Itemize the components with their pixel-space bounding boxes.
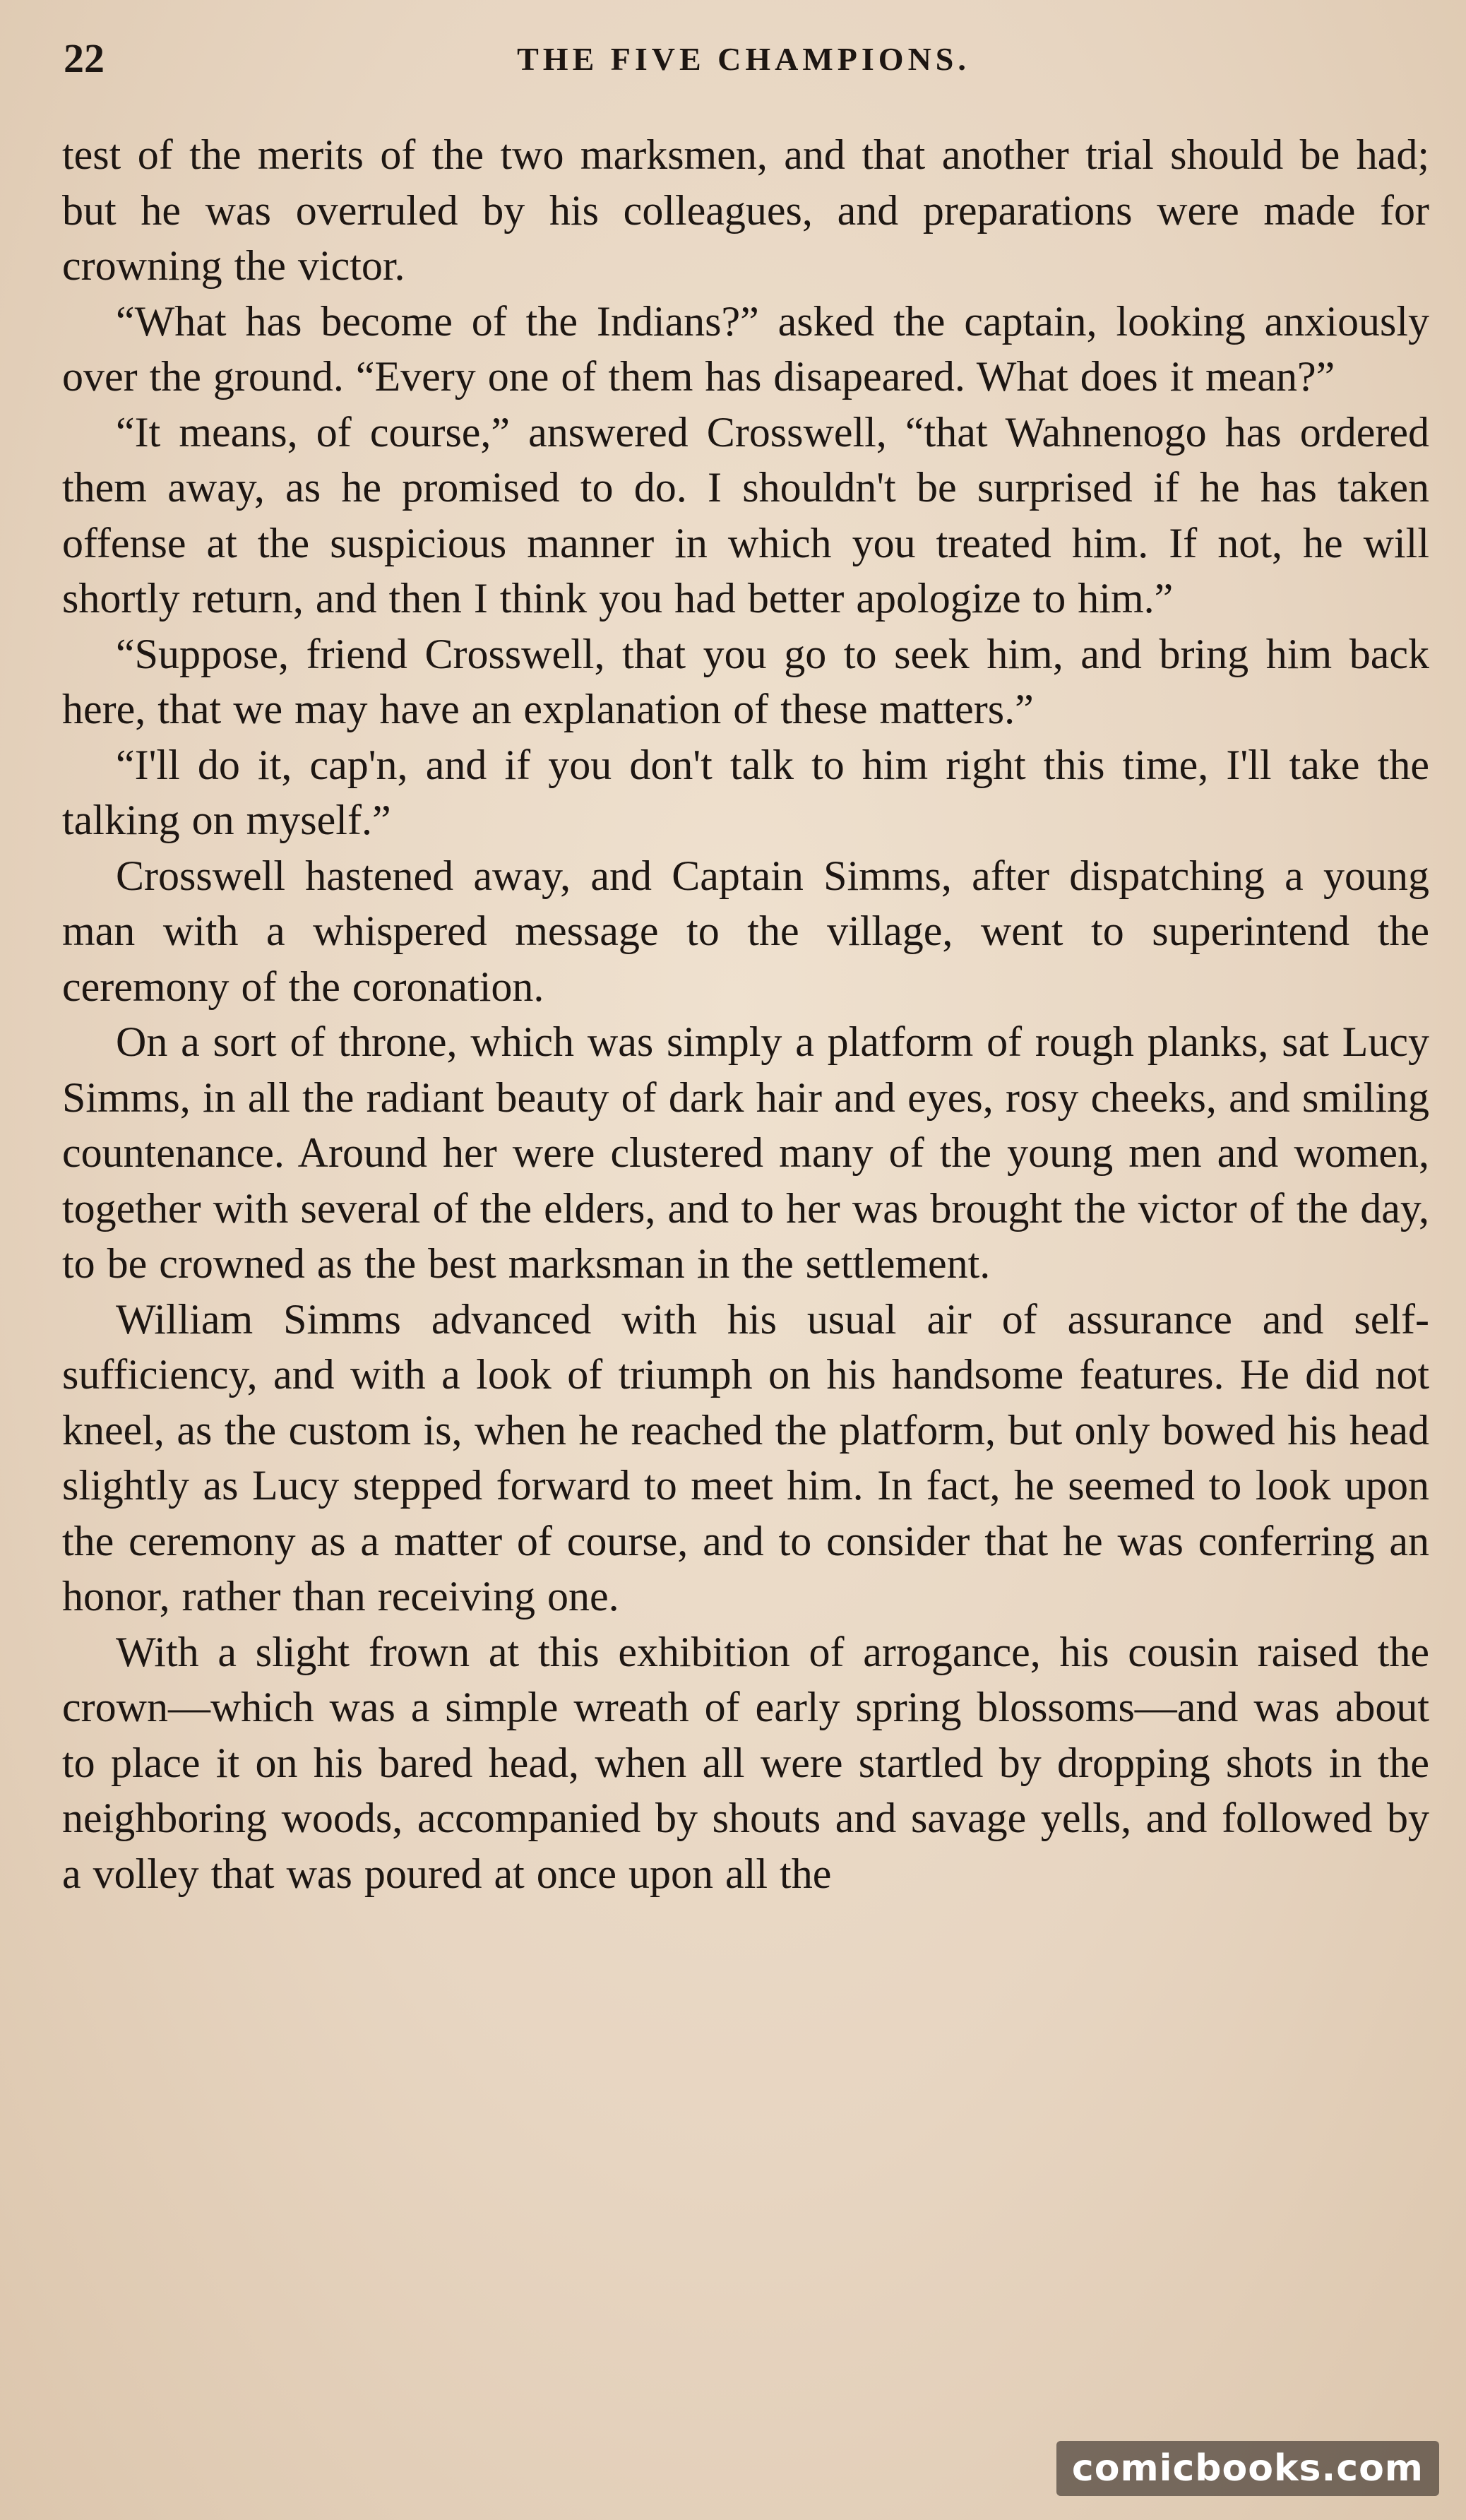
paragraph: With a slight frown at this exhibition of arrogance, his cousin raised the crown—which was a simple wreath of early spring blossoms—and was about to place it on his bared head, when all were startled by dropping shots in the neighboring woods, accompanied by shouts and savage yells, and followed by a volley that was poured at once upon all the xyxy=(62,1628,1429,1897)
watermark: comicbooks.com xyxy=(1056,2441,1439,2496)
page-number: 22 xyxy=(64,35,105,81)
page-header xyxy=(64,34,1424,83)
paragraph: “What has become of the Indians?” asked the captain, looking anxiously over the ground. “Every one of them has disapeared. What does it mean?” xyxy=(62,297,1429,400)
paragraph: “It means, of course,” answered Crosswell, “that Wahnenogo has ordered them away, as he promised to do. I shouldn't be surprised if he has taken offense at the suspicious manner in which you treated him. If not, he will shortly return, and then I think you had better apologize to him.” xyxy=(62,408,1429,622)
paragraph: “I'll do it, cap'n, and if you don't talk to him right this time, I'll take the talking on myself.” xyxy=(62,741,1429,843)
running-title: THE FIVE CHAMPIONS. xyxy=(517,41,970,77)
body-text xyxy=(62,127,1429,1901)
paragraph: On a sort of throne, which was simply a platform of rough planks, sat Lucy Simms, in all the radiant beauty of dark hair and eyes, rosy cheeks, and smiling countenance. Around her were clustered many of the young men and women, together with several of the elders, and to her was brought the victor of the day, to be crowned as the best marksman in the settlement. xyxy=(62,1018,1429,1287)
paragraph: “Suppose, friend Crosswell, that you go to seek him, and bring him back here, that we may have an explanation of these matters.” xyxy=(62,630,1429,732)
paragraph: test of the merits of the two marksmen, and that another trial should be had; but he was overruled by his colleagues, and preparations were made for crowning the victor. xyxy=(62,131,1429,289)
paragraph: William Simms advanced with his usual air of assurance and self-sufficiency, and with a look of triumph on his handsome features. He did not kneel, as the custom is, when he reached the platform, but only bowed his head slightly as Lucy stepped forward to meet him. In fact, he seemed to look upon the ceremony as a matter of course, and to consider that he was conferring an honor, rather than receiving one. xyxy=(62,1295,1429,1619)
paragraph: Crosswell hastened away, and Captain Simms, after dispatching a young man with a whispered message to the village, went to superintend the ceremony of the coronation. xyxy=(62,852,1429,1010)
